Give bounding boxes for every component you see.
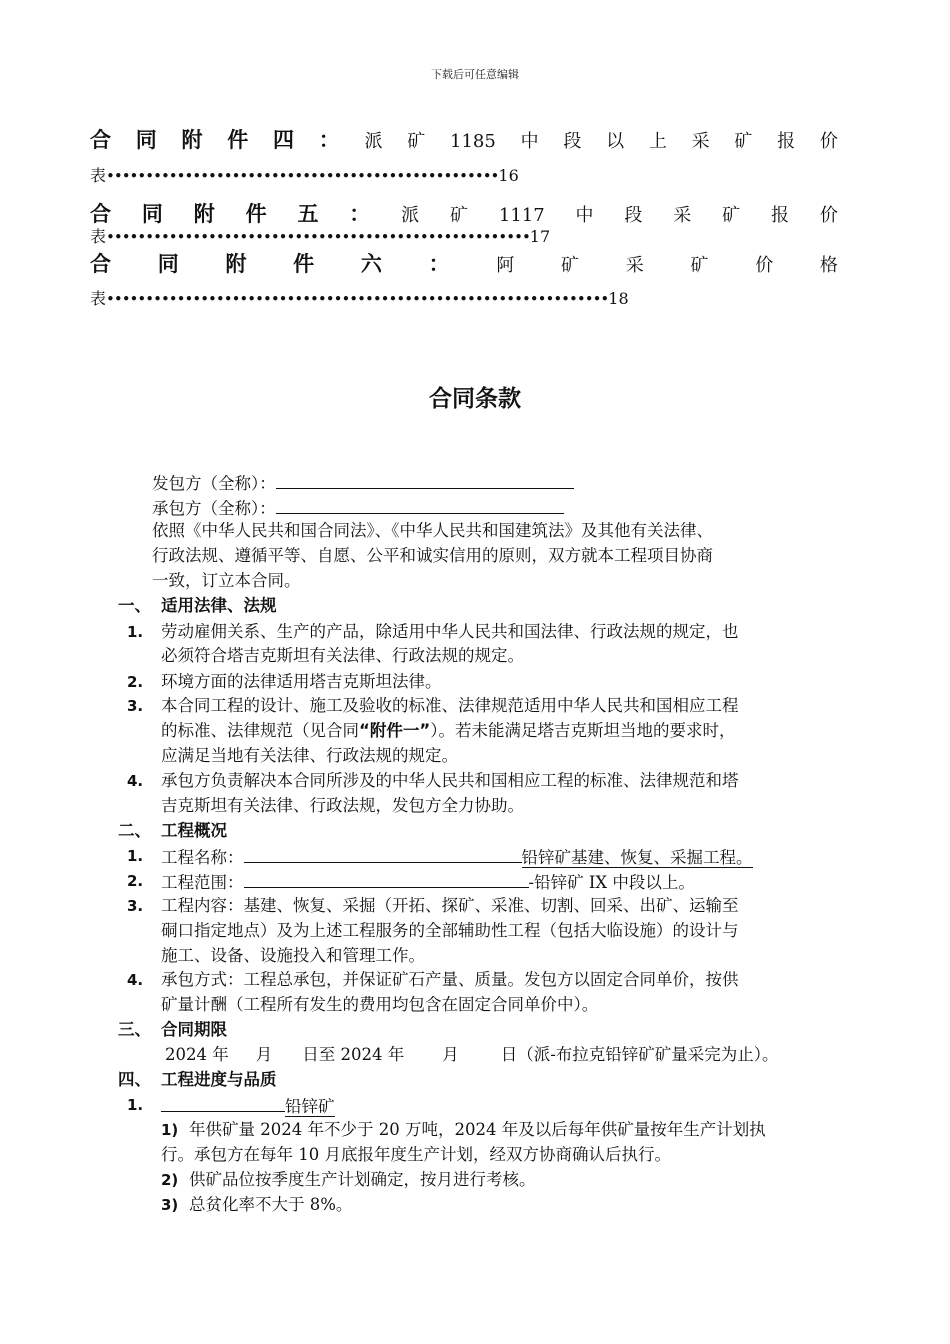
- clause-line: 承包方负责解决本合同所涉及的中华人民共和国相应工程的标准、法律规范和塔: [161, 771, 739, 790]
- toc-entry-6: [90, 248, 838, 278]
- toc-char: 矿: [407, 131, 426, 152]
- toc-char: 采: [691, 131, 710, 152]
- toc-leader-5[interactable]: [90, 224, 550, 247]
- toc-tail: 表: [90, 166, 107, 185]
- toc-char: 矿: [450, 205, 469, 226]
- toc-char: ：: [428, 252, 450, 276]
- toc-char: 价: [755, 255, 774, 276]
- ore-type-value: 铅锌矿: [285, 1097, 335, 1116]
- ore-type-row: [161, 1093, 335, 1119]
- clause-line: 年供矿量 2024 年不少于 20 万吨，2024 年及以后每年供矿量按年生产计划执: [189, 1120, 766, 1139]
- clause-line: 硐口指定地点）及为上述工程服务的全部辅助性工程（包括大临设施）的设计与: [161, 921, 739, 940]
- toc-char: 矿: [690, 255, 709, 276]
- toc-tail: 表: [90, 227, 107, 246]
- toc-char: 1185: [450, 131, 496, 152]
- project-name-row: [161, 844, 753, 870]
- section-number: 二、: [118, 821, 151, 840]
- toc-char: 中: [575, 205, 594, 226]
- toc-char: 附: [193, 202, 215, 226]
- item-number: 1.: [127, 623, 144, 641]
- clause-line: 施工、设备、设施投入和管理工作。: [161, 946, 425, 965]
- start-month: 月: [255, 1045, 273, 1064]
- toc-dots: ••••••••••••••••••••••••••••••••••••••••••••••••••: [106, 167, 499, 185]
- clause-line: 行。承包方在每年 10 月底报年度生产计划，经双方协商确认后执行。: [161, 1145, 671, 1164]
- toc-char: 附: [225, 252, 247, 276]
- toc-entry-4: [90, 124, 838, 154]
- annex-reference: “附件一”: [359, 721, 431, 740]
- item-number: 1.: [127, 1096, 144, 1114]
- item-number: 1.: [127, 847, 144, 865]
- toc-char: 1117: [498, 205, 545, 226]
- party-a-label: 发包方（全称）：: [152, 474, 276, 493]
- section-number: 四、: [118, 1070, 151, 1089]
- toc-char: ：: [349, 202, 371, 226]
- toc-char: 同: [135, 128, 157, 152]
- toc-page-number: 18: [608, 289, 629, 308]
- project-scope-label: 工程范围：: [161, 873, 244, 892]
- toc-char: 四: [273, 128, 294, 152]
- toc-char: 段: [563, 131, 582, 152]
- toc-char: 同: [157, 252, 179, 276]
- toc-char: 合: [90, 128, 111, 152]
- project-scope-field[interactable]: [244, 869, 529, 888]
- section-title: 工程概况: [161, 821, 227, 840]
- item-number: 4.: [127, 772, 144, 790]
- clause-text: 的标准、法律规范（见合同: [161, 721, 359, 740]
- sub-item-number: 1): [161, 1121, 179, 1139]
- project-name-label: 工程名称：: [161, 848, 244, 867]
- party-b-row: [152, 495, 564, 521]
- term-date-line: [165, 1043, 779, 1067]
- section-title: 工程进度与品质: [161, 1070, 277, 1089]
- party-a-field[interactable]: [276, 470, 574, 489]
- basis-line: 一致，订立本合同。: [152, 571, 301, 590]
- clause-line: 总贫化率不大于 8%。: [189, 1195, 353, 1214]
- toc-char: 合: [90, 252, 111, 276]
- toc-leader-6[interactable]: [90, 286, 629, 309]
- clause-line: 承包方式：工程总承包，并保证矿石产量、质量。发包方以固定合同单价，按供: [161, 970, 739, 989]
- toc-char: 段: [624, 205, 643, 226]
- sub-item-number: 2): [161, 1171, 179, 1189]
- section-title: 合同期限: [161, 1020, 227, 1039]
- toc-char: 五: [297, 202, 319, 226]
- toc-leader-4[interactable]: [90, 163, 519, 186]
- toc-char: 价: [819, 131, 838, 152]
- project-scope-value: -铅锌矿 IX 中段以上。: [528, 873, 695, 892]
- toc-char: 矿: [561, 255, 580, 276]
- toc-char: ：: [318, 128, 340, 152]
- clause-line: 必须符合塔吉克斯坦有关法律、行政法规的规定。: [161, 646, 524, 665]
- section-title: 适用法律、法规: [161, 596, 277, 615]
- project-name-value: 铅锌矿基建、恢复、采掘工程。: [521, 848, 753, 867]
- clause-line: 环境方面的法律适用塔吉克斯坦法律。: [161, 672, 442, 691]
- clause-line: 劳动雇佣关系、生产的产品，除适用中华人民共和国法律、行政法规的规定，也: [161, 622, 739, 641]
- toc-char: 件: [293, 252, 315, 276]
- clause-line: 工程内容：基建、恢复、采掘（开拓、探矿、采准、切割、回采、出矿、运输至: [161, 896, 739, 915]
- header-note: 下载后可任意编辑: [431, 68, 519, 81]
- end-year: 日至 2024 年: [302, 1045, 405, 1064]
- toc-char: 矿: [722, 205, 741, 226]
- clause-line: 应满足当地有关法律、行政法规的规定。: [161, 746, 458, 765]
- item-number: 4.: [127, 971, 144, 989]
- toc-char: 派: [364, 131, 383, 152]
- item-number: 2.: [127, 673, 144, 691]
- toc-char: 矿: [734, 131, 753, 152]
- clause-line: 供矿品位按季度生产计划确定，按月进行考核。: [189, 1170, 536, 1189]
- clause-text: ）。若未能满足塔吉克斯坦当地的要求时，: [430, 721, 736, 740]
- toc-char: 阿: [496, 255, 515, 276]
- toc-char: 附: [181, 128, 203, 152]
- toc-char: 报: [770, 205, 789, 226]
- end-day: 日（派-布拉克铅锌矿矿量采完为止）。: [500, 1045, 779, 1064]
- toc-char: 价: [819, 205, 838, 226]
- clause-line: 本合同工程的设计、施工及验收的标准、法律规范适用中华人民共和国相应工程: [161, 696, 739, 715]
- item-number: 3.: [127, 697, 144, 715]
- item-number: 3.: [127, 897, 144, 915]
- section-number: 三、: [118, 1020, 151, 1039]
- toc-dots: ••••••••••••••••••••••••••••••••••••••••••••••••••••••: [106, 228, 530, 246]
- toc-char: 以: [606, 131, 625, 152]
- toc-page-number: 16: [498, 166, 519, 185]
- clause-line: 矿量计酬（工程所有发生的费用均包含在固定合同单价中）。: [161, 995, 599, 1014]
- toc-char: 同: [141, 202, 163, 226]
- toc-char: 合: [90, 202, 111, 226]
- toc-char: 采: [673, 205, 692, 226]
- basis-line: 行政法规、遵循平等、自愿、公平和诚实信用的原则，双方就本工程项目协商: [152, 546, 713, 565]
- toc-char: 件: [227, 128, 249, 152]
- section-number: 一、: [118, 596, 151, 615]
- toc-tail: 表: [90, 289, 107, 308]
- toc-char: 派: [401, 205, 420, 226]
- project-scope-row: [161, 869, 695, 895]
- start-year: 2024 年: [165, 1045, 229, 1064]
- end-month: 月: [442, 1045, 459, 1064]
- ore-type-field[interactable]: [161, 1093, 285, 1112]
- party-a-row: [152, 470, 574, 496]
- sub-item-number: 3): [161, 1196, 179, 1214]
- toc-char: 上: [648, 131, 667, 152]
- party-b-label: 承包方（全称）：: [152, 499, 276, 518]
- toc-char: 格: [819, 255, 838, 276]
- clause-line: [161, 719, 735, 743]
- toc-char: 六: [360, 252, 382, 276]
- toc-char: 中: [520, 131, 539, 152]
- toc-char: 报: [777, 131, 796, 152]
- party-b-field[interactable]: [276, 495, 564, 514]
- toc-char: 采: [625, 255, 644, 276]
- page-title: 合同条款: [429, 386, 521, 412]
- project-name-field[interactable]: [244, 844, 522, 863]
- clause-line: 吉克斯坦有关法律、行政法规，发包方全力协助。: [161, 796, 524, 815]
- item-number: 2.: [127, 872, 144, 890]
- toc-char: 件: [245, 202, 267, 226]
- toc-dots: ••••••••••••••••••••••••••••••••••••••••••••••••••••••••••••••••: [106, 290, 609, 308]
- toc-page-number: 17: [529, 227, 551, 246]
- basis-line: 依照《中华人民共和国合同法》、《中华人民共和国建筑法》及其他有关法律、: [152, 521, 713, 540]
